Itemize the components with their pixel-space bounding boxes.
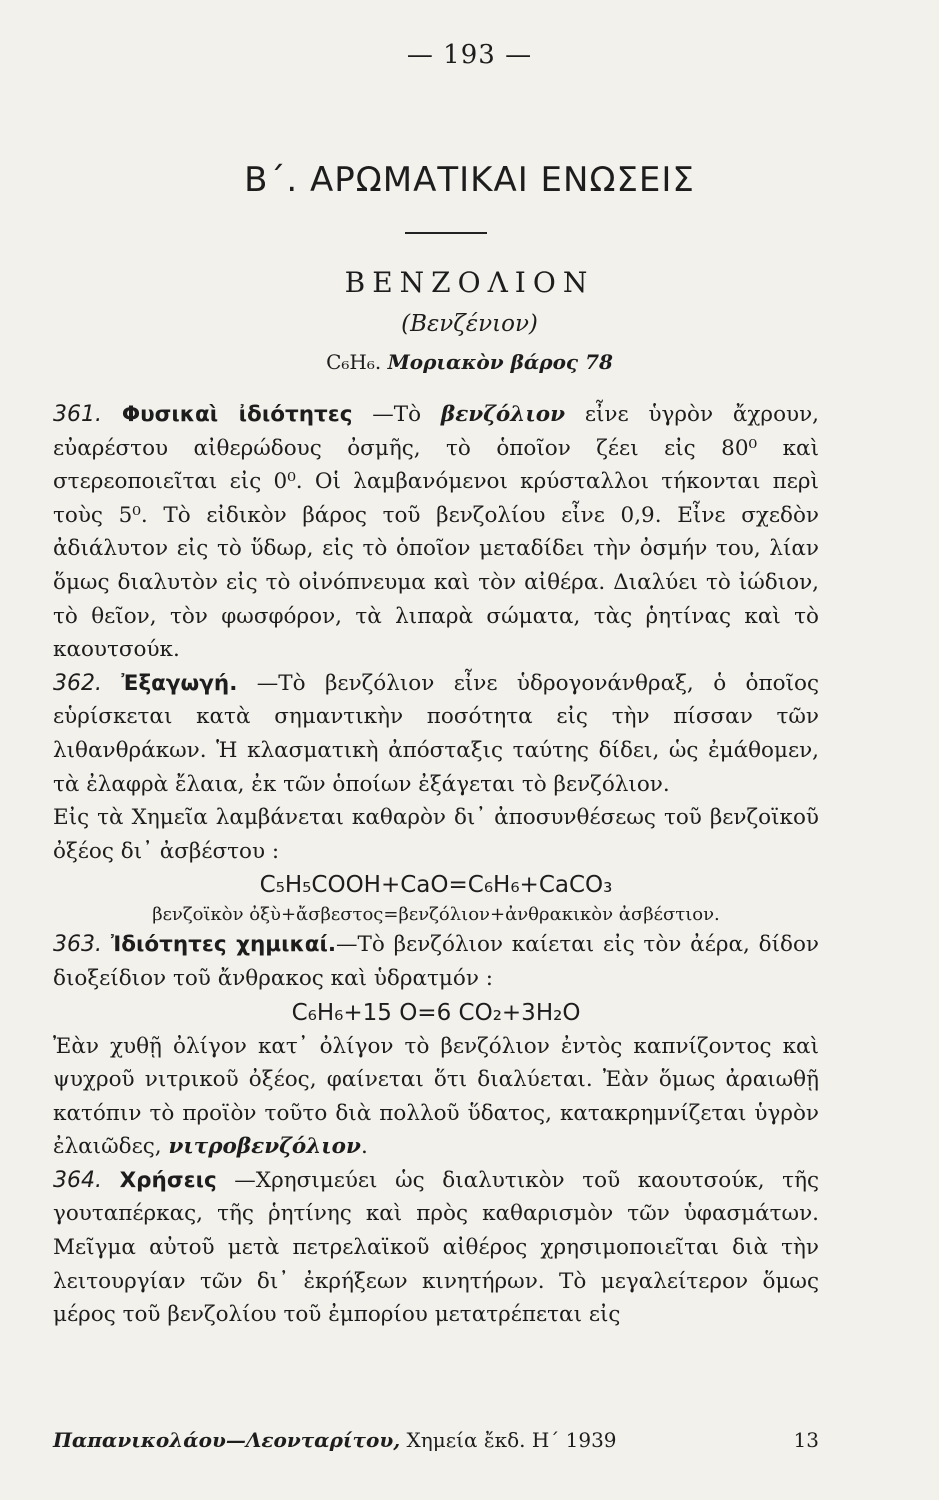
emphasis-term: βενζόλιον — [440, 402, 565, 427]
section-361 — [53, 398, 819, 667]
section-number: 361. — [53, 402, 102, 427]
section-363 — [53, 928, 819, 995]
paragraph — [53, 1030, 819, 1164]
section-362 — [53, 667, 819, 801]
section-364 — [53, 1164, 819, 1332]
equation: C₅H₅COOH+CaO=C₆H₆+CaCO₃ — [259, 872, 613, 899]
section-number: 364. — [53, 1167, 102, 1193]
emphasis-term: νιτροβενζόλιον — [168, 1134, 361, 1160]
section-text: —Τὸ βενζόλιον καίεται εἰς τὸν ἀέρα, δίδον διοξείδιον τοῦ ἄνθρακος καὶ ὑδρατμόν : — [53, 932, 819, 991]
paragraph-text: Ἐὰν χυθῇ ὀλίγον κατ᾿ ὀλίγον τὸ βενζόλιον ἐντὸς καπνίζοντος καὶ ψυχροῦ νιτρικοῦ ὀξέος, φαίνεται ὅτι διαλύεται. Ἐὰν ὅμως ἀραιωθῇ κατόπιν τὸ προϊὸν τοῦτο διὰ πολλοῦ ὕδατος, κατακρημνίζεται ὑγρὸν ἐλαιῶδες, — [53, 1033, 819, 1160]
footer — [53, 1428, 819, 1452]
page-number: — 193 — — [406, 40, 533, 70]
molecular-weight: Μοριακὸν βάρος 78 — [387, 350, 613, 374]
section-text: —Τὸ — [352, 402, 441, 427]
equation: C₆H₆+15 O=6 CO₂+3H₂O — [291, 999, 581, 1026]
section-text: —Τὸ βενζόλιον εἶνε ὑδρογονάνθραξ, ὁ ὁποῖος εὑρίσκεται κατὰ σημαντικὴν ποσότητα εἰς τὴν πίσσαν τῶν λιθανθράκων. Ἡ κλασματικὴ ἀπόσταξις ταύτης δίδει, ὡς ἐμάθομεν, τὰ ἐλαφρὰ ἔλαια, ἐκ τῶν ὁποίων ἐξάγεται τὸ βενζόλιον. — [53, 670, 819, 797]
section-heading: Φυσικαὶ ἰδιότητες — [121, 402, 353, 427]
section-text: εἶνε ὑγρὸν ἄχρουν, εὐαρέστου αἰθερώδους ὀσμῆς, τὸ ὁποῖον ζέει εἰς 80⁰ καὶ στερεοποιεῖται εἰς 0⁰. Οἱ λαμβανόμενοι κρύσταλλοι τήκονται περὶ τοὺς 5⁰. Τὸ εἰδικὸν βάρος τοῦ βενζολίου εἶνε 0,9. Εἶνε σχεδὸν ἀδιάλυτον εἰς τὸ ὕδωρ, εἰς τὸ ὁποῖον μεταδίδει τὴν ὀσμήν του, λίαν ὅμως διαλυτὸν εἰς τὸ οἰνόπνευμα καὶ τὸν αἰθέρα. Διαλύει τὸ ἰώδιον, τὸ θεῖον, τὸν φωσφόρον, τὰ λιπαρὰ σώματα, τὰς ῥητίνας καὶ τὸ καουτσούκ. — [53, 402, 819, 663]
compound-subtitle: (Βενζένιον) — [401, 311, 538, 337]
footer-book: Χημεία ἔκδ. Η΄ 1939 — [400, 1428, 617, 1452]
signature-mark: 13 — [793, 1428, 819, 1452]
formula-line — [0, 350, 939, 374]
section-number: 362. — [53, 670, 102, 696]
equation-words: βενζοϊκὸν ὀξὺ+ἄσβεστος=βενζόλιον+ἀνθρακικὸν ἀσβέστιον. — [152, 904, 720, 926]
footer-authors: Παπανικολάου—Λεονταρίτου, — [53, 1428, 401, 1452]
section-heading: Ἐξαγωγή. — [121, 670, 238, 696]
paragraph: Εἰς τὰ Χημεῖα λαμβάνεται καθαρὸν δι᾿ ἀποσυνθέσεως τοῦ βενζοϊκοῦ ὀξέος δι᾿ ἀσβέστου : — [53, 805, 819, 864]
body-text — [53, 398, 819, 1332]
title-divider — [405, 232, 487, 234]
paragraph-text: . — [360, 1134, 368, 1160]
molecular-formula: C₆H₆. — [326, 350, 382, 374]
compound-title: ΒΕΝΖΟΛΙΟΝ — [344, 266, 595, 299]
section-heading: Χρήσεις — [119, 1167, 217, 1193]
chapter-title: Β΄. ΑΡΩΜΑΤΙΚΑΙ ΕΝΩΣΕΙΣ — [244, 160, 695, 200]
section-number: 363. — [53, 932, 102, 958]
section-heading: Ἰδιότητες χημικαί. — [110, 932, 337, 958]
section-text: —Χρησιμεύει ὡς διαλυτικὸν τοῦ καουτσούκ, τῆς γουταπέρκας, τῆς ῥητίνης καὶ πρὸς καθαρισμὸν τῶν ὑφασμάτων. Μεῖγμα αὐτοῦ μετὰ πετρελαϊκοῦ αἰθέρος χρησιμοποιεῖται διὰ τὴν λειτουργίαν τῶν δι᾿ ἐκρήξεων κινητήρων. Τὸ μεγαλείτερον ὅμως μέρος τοῦ βενζολίου τοῦ ἐμπορίου μετατρέπεται εἰς — [53, 1167, 819, 1328]
